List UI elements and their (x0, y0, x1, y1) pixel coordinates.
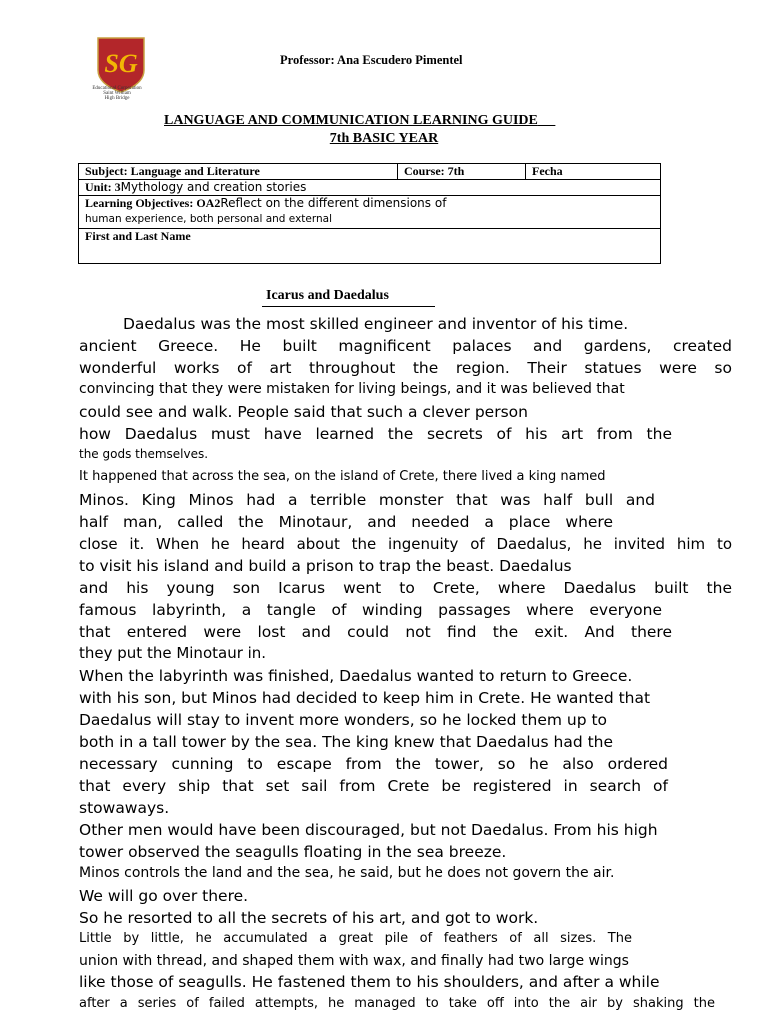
svg-text:SG: SG (104, 49, 138, 78)
story-line: could see and walk. People said that such a clever person (79, 403, 528, 421)
story-title: Icarus and Daedalus (266, 288, 389, 303)
story-line: the gods themselves. (79, 447, 209, 461)
guide-subtitle: 7th BASIC YEAR (329, 131, 439, 146)
story-line: Daedalus will stay to invent more wonders, so he locked them up to (79, 711, 608, 729)
story-line: necessary cunning to escape from the tower, so he also ordered (79, 755, 668, 773)
info-table (78, 163, 661, 264)
story-line: to visit his island and build a prison to trap the beast. Daedalus (79, 557, 572, 575)
professor-name: Professor: Ana Escudero Pimentel (280, 53, 463, 67)
story-line: Daedalus was the most skilled engineer and inventor of his time. (123, 315, 629, 333)
title-underline (262, 306, 435, 307)
story-line: Minos controls the land and the sea, he said, but he does not govern the air. (79, 865, 615, 881)
course-label: Course: 7th (404, 164, 465, 178)
story-line: half man, called the Minotaur, and needed a place where (79, 513, 613, 531)
story-line: wonderful works of art throughout the region. Their statues were so (79, 359, 732, 377)
logo-caption-line: High Bridge (104, 96, 130, 101)
unit-label: Unit: 3 (85, 180, 121, 194)
objectives-label: Learning Objectives: OA2 (85, 196, 221, 210)
objectives-value-line1: Reflect on the different dimensions of (220, 196, 447, 210)
story-line: how Daedalus must have learned the secrets of his art from the (79, 425, 672, 443)
story-line: Little by little, he accumulated a great pile of feathers of all sizes. The (79, 931, 632, 946)
story-line: like those of seagulls. He fastened them to his shoulders, and after a while (79, 973, 660, 991)
story-line: union with thread, and shaped them with wax, and finally had two large wings (79, 953, 629, 969)
story-line: close it. When he heard about the ingenuity of Daedalus, he invited him to (79, 535, 732, 553)
name-cell (79, 229, 661, 264)
logo-caption (78, 86, 156, 101)
unit-value: Mythology and creation stories (120, 180, 307, 194)
subject-label: Subject: Language and Literature (85, 164, 260, 178)
objectives-cell (79, 196, 661, 229)
story-line: When the labyrinth was finished, Daedalus wanted to return to Greece. (79, 667, 633, 685)
story-line: It happened that across the sea, on the island of Crete, there lived a king named (79, 469, 606, 484)
story-line: and his young son Icarus went to Crete, where Daedalus built the (79, 579, 732, 597)
logo-caption-line: Educational Corporation (92, 86, 142, 91)
date-label: Fecha (532, 164, 563, 178)
logo-caption-line: Saint William (103, 91, 131, 96)
guide-title (164, 113, 555, 129)
story-line: that entered were lost and could not find the exit. And there (79, 623, 672, 641)
unit-cell (79, 180, 661, 196)
story-line: Other men would have been discouraged, but not Daedalus. From his high (79, 821, 658, 839)
story-line: with his son, but Minos had decided to keep him in Crete. He wanted that (79, 689, 651, 707)
objectives-value-line2: human experience, both personal and external (85, 213, 333, 225)
story-line: that every ship that set sail from Crete be registered in search of (79, 777, 668, 795)
story-line: So he resorted to all the secrets of his art, and got to work. (79, 909, 539, 927)
story-line: after a series of failed attempts, he managed to take off into the air by shaking the (79, 996, 715, 1011)
name-label: First and Last Name (85, 229, 191, 243)
story-line: famous labyrinth, a tangle of winding passages where everyone (79, 601, 662, 619)
guide-title-text: LANGUAGE AND COMMUNICATION LEARNING GUIDE (164, 113, 538, 128)
story-line: stowaways. (79, 799, 170, 817)
story-line: We will go over there. (79, 887, 249, 905)
course-cell (398, 164, 526, 180)
story-line: ancient Greece. He built magnificent palaces and gardens, created (79, 337, 732, 355)
subject-cell (79, 164, 398, 180)
date-cell (526, 164, 661, 180)
story-line: tower observed the seagulls floating in the sea breeze. (79, 843, 507, 861)
story-line: both in a tall tower by the sea. The king knew that Daedalus had the (79, 733, 614, 751)
story-line: they put the Minotaur in. (79, 644, 267, 662)
story-line: Minos. King Minos had a terrible monster that was half bull and (79, 491, 655, 509)
story-line: convincing that they were mistaken for living beings, and it was believed that (79, 381, 625, 397)
